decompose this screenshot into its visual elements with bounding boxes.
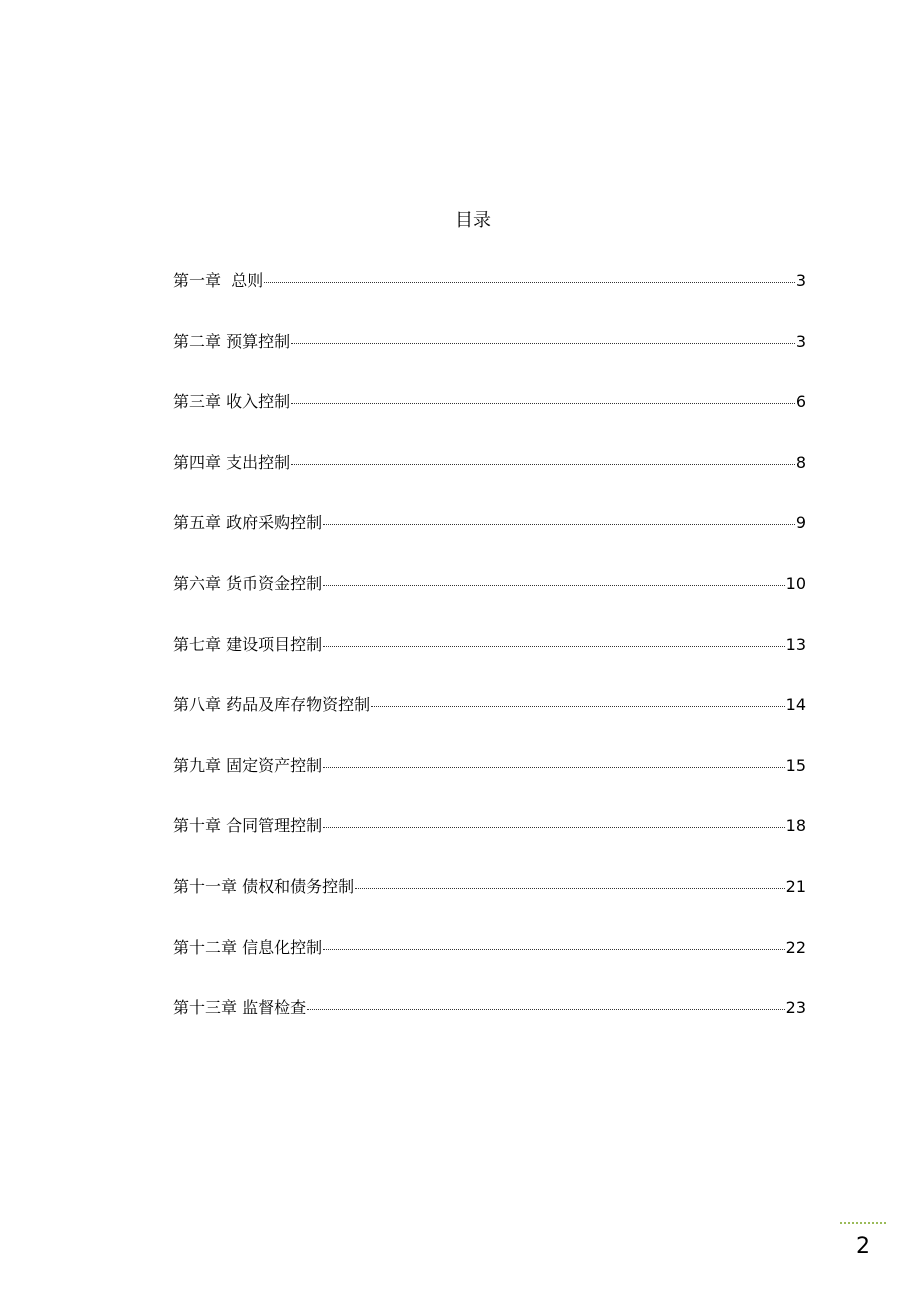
toc-entry[interactable] (173, 512, 806, 573)
toc-dot-leader (371, 706, 785, 707)
toc-chapter-label: 第六章 (173, 573, 222, 593)
toc-chapter-label: 第十章 (173, 816, 222, 836)
toc-dot-leader (291, 464, 795, 465)
toc-chapter-label: 第十一章 (173, 876, 238, 896)
toc-chapter-label: 第九章 (173, 755, 222, 775)
toc-entry-title: 总则 (231, 271, 264, 290)
toc-page-number: 15 (785, 755, 806, 775)
toc-page-number: 10 (785, 573, 806, 593)
toc-page-number: 8 (795, 452, 806, 472)
toc-page-number: 22 (785, 937, 806, 957)
toc-entry[interactable] (173, 573, 806, 634)
toc-dot-leader (264, 282, 795, 283)
toc-chapter-label: 第一章 (173, 271, 222, 290)
toc-entry-title: 信息化控制 (242, 937, 323, 957)
toc-chapter-label: 第十三章 (173, 998, 238, 1018)
toc-chapter-label: 第七章 (173, 634, 222, 654)
toc-entry[interactable] (173, 452, 806, 513)
toc-entry-title: 建设项目控制 (226, 634, 323, 654)
toc-entry[interactable] (173, 997, 806, 1058)
toc-page-number: 13 (785, 634, 806, 654)
toc-page-number: 18 (785, 816, 806, 836)
toc-entry-title: 固定资产控制 (226, 755, 323, 775)
toc-entry-title: 债权和债务控制 (242, 876, 355, 896)
toc-entry[interactable] (173, 815, 806, 876)
toc-entry-title: 预算控制 (226, 331, 291, 351)
toc-page-number: 9 (795, 513, 806, 533)
toc-dot-leader (323, 646, 785, 647)
toc-chapter-label: 第四章 (173, 452, 222, 472)
toc-entry[interactable] (173, 694, 806, 755)
toc-dot-leader (323, 585, 785, 586)
toc-entry-title: 收入控制 (226, 392, 291, 412)
toc-entry[interactable] (173, 634, 806, 695)
toc-dot-leader (323, 767, 785, 768)
toc-page-number: 23 (785, 998, 806, 1018)
toc-entry[interactable] (173, 876, 806, 937)
toc-title: 目录 (455, 210, 491, 231)
toc-page-number: 6 (795, 392, 806, 412)
toc-entry-title: 药品及库存物资控制 (226, 695, 371, 715)
toc-dot-leader (307, 1009, 785, 1010)
toc-dot-leader (323, 827, 785, 828)
page-number: 2 (856, 1234, 870, 1259)
toc-entry-title: 政府采购控制 (226, 513, 323, 533)
toc-chapter-label: 第十二章 (173, 937, 238, 957)
toc-dot-leader (291, 343, 795, 344)
toc-page-number: 3 (795, 331, 806, 351)
toc-page-number: 3 (795, 271, 806, 290)
toc-page-number: 14 (785, 695, 806, 715)
toc-entry[interactable] (173, 937, 806, 998)
toc-list (173, 270, 806, 1058)
footer-rule (840, 1222, 886, 1224)
toc-chapter-label: 第八章 (173, 695, 222, 715)
toc-dot-leader (355, 888, 785, 889)
toc-dot-leader (323, 949, 785, 950)
toc-entry-title: 监督检查 (242, 998, 307, 1018)
toc-chapter-label: 第五章 (173, 513, 222, 533)
toc-entry[interactable] (173, 331, 806, 392)
toc-entry-title: 货币资金控制 (226, 573, 323, 593)
toc-spacer (221, 270, 231, 292)
toc-page-number: 21 (785, 876, 806, 896)
toc-entry[interactable] (173, 391, 806, 452)
toc-entry-title: 合同管理控制 (226, 816, 323, 836)
toc-chapter-label: 第三章 (173, 392, 222, 412)
toc-entry[interactable] (173, 270, 806, 331)
toc-chapter-label: 第二章 (173, 331, 222, 351)
toc-entry-title: 支出控制 (226, 452, 291, 472)
toc-dot-leader (291, 403, 795, 404)
toc-entry[interactable] (173, 755, 806, 816)
toc-dot-leader (323, 524, 795, 525)
